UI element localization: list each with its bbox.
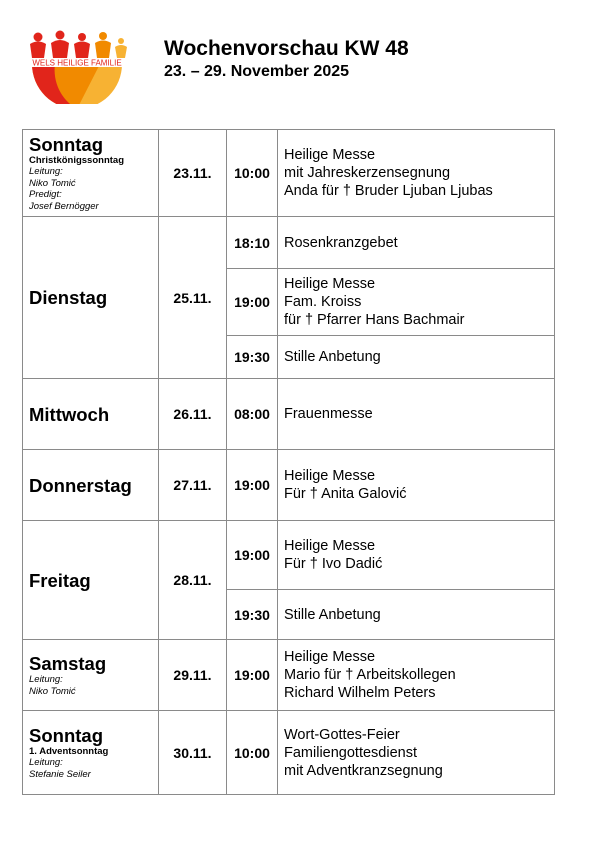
event-line: Stille Anbetung	[284, 606, 381, 623]
day-cell	[23, 379, 159, 450]
time-cell: 19:00	[227, 640, 278, 711]
page-title: Wochenvorschau KW 48	[164, 37, 409, 60]
event-line: mit Jahreskerzensegnung	[284, 165, 451, 181]
svg-text:WELS HEILIGE FAMILIE: WELS HEILIGE FAMILIE	[32, 58, 122, 68]
date-cell: 27.11.	[159, 450, 227, 521]
event-description	[278, 269, 555, 336]
time-cell: 19:30	[227, 590, 278, 640]
event-line: Für † Anita Galović	[284, 486, 407, 502]
event-line: für † Pfarrer Hans Bachmair	[284, 312, 465, 328]
event-line: Familiengottesdienst	[284, 744, 417, 761]
event-description	[278, 521, 555, 590]
event-line: Fam. Kroiss	[284, 294, 362, 310]
date-cell: 25.11.	[159, 217, 227, 379]
note-line: Niko Tomić	[29, 177, 76, 189]
time-cell: 10:00	[227, 130, 278, 217]
event-description	[278, 711, 555, 795]
table-row	[23, 711, 555, 795]
day-name: Donnerstag	[29, 474, 132, 496]
event-line: Heilige Messe	[284, 649, 376, 665]
date-cell: 30.11.	[159, 711, 227, 795]
event-description	[278, 217, 555, 269]
event-line: Heilige Messe	[284, 538, 376, 554]
day-name: Mittwoch	[29, 403, 110, 425]
day-cell	[23, 711, 159, 795]
event-line: mit Adventkranzsegnung	[284, 762, 443, 779]
note-line: Niko Tomić	[29, 685, 76, 697]
date-cell: 29.11.	[159, 640, 227, 711]
event-description	[278, 379, 555, 450]
table-row	[23, 379, 555, 450]
day-cell	[23, 130, 159, 217]
table-row	[23, 450, 555, 521]
event-line: Frauenmesse	[284, 406, 373, 422]
event-description	[278, 336, 555, 379]
day-name: Sonntag	[29, 725, 103, 746]
note-line: Josef Bernögger	[29, 200, 99, 212]
event-description	[278, 450, 555, 521]
time-cell: 19:00	[227, 450, 278, 521]
time-cell: 08:00	[227, 379, 278, 450]
date-range: 23. – 29. November 2025	[164, 63, 350, 80]
event-line: Heilige Messe	[284, 468, 376, 484]
note-line: Leitung:	[29, 757, 63, 768]
schedule-table	[22, 129, 555, 795]
day-name: Samstag	[29, 653, 107, 674]
event-line: Heilige Messe	[284, 276, 376, 292]
date-cell: 23.11.	[159, 130, 227, 217]
event-description	[278, 130, 555, 217]
event-line: Anda für † Bruder Ljuban Ljubas	[284, 183, 493, 199]
note-line: Leitung:	[29, 674, 63, 685]
day-name: Dienstag	[29, 287, 108, 308]
event-line: Heilige Messe	[284, 147, 376, 163]
event-line: Für † Ivo Dadić	[284, 556, 383, 572]
event-line: Wort-Gottes-Feier	[284, 726, 400, 743]
page-heading	[164, 37, 409, 81]
feast-name: Christkönigssonntag	[29, 155, 125, 166]
time-cell: 18:10	[227, 217, 278, 269]
feast-name: 1. Adventsonntag	[29, 746, 109, 757]
day-cell	[23, 450, 159, 521]
date-cell: 26.11.	[159, 379, 227, 450]
note-line: Stefanie Seiler	[29, 768, 91, 780]
event-description	[278, 590, 555, 640]
note-line: Predigt:	[29, 189, 62, 200]
parish-logo	[20, 28, 134, 104]
day-cell	[23, 217, 159, 379]
event-line: Mario für † Arbeitskollegen	[284, 667, 456, 683]
day-name: Sonntag	[29, 134, 103, 155]
event-description	[278, 640, 555, 711]
table-row	[23, 521, 555, 590]
event-line: Rosenkranzgebet	[284, 234, 398, 251]
event-line: Richard Wilhelm Peters	[284, 685, 436, 701]
table-row	[23, 640, 555, 711]
day-cell	[23, 640, 159, 711]
time-cell: 19:00	[227, 269, 278, 336]
event-line: Stille Anbetung	[284, 349, 381, 365]
date-cell: 28.11.	[159, 521, 227, 640]
table-row	[23, 130, 555, 217]
day-name: Freitag	[29, 569, 91, 591]
note-line: Leitung:	[29, 166, 63, 177]
table-row	[23, 217, 555, 269]
day-cell	[23, 521, 159, 640]
time-cell: 19:30	[227, 336, 278, 379]
time-cell: 10:00	[227, 711, 278, 795]
time-cell: 19:00	[227, 521, 278, 590]
